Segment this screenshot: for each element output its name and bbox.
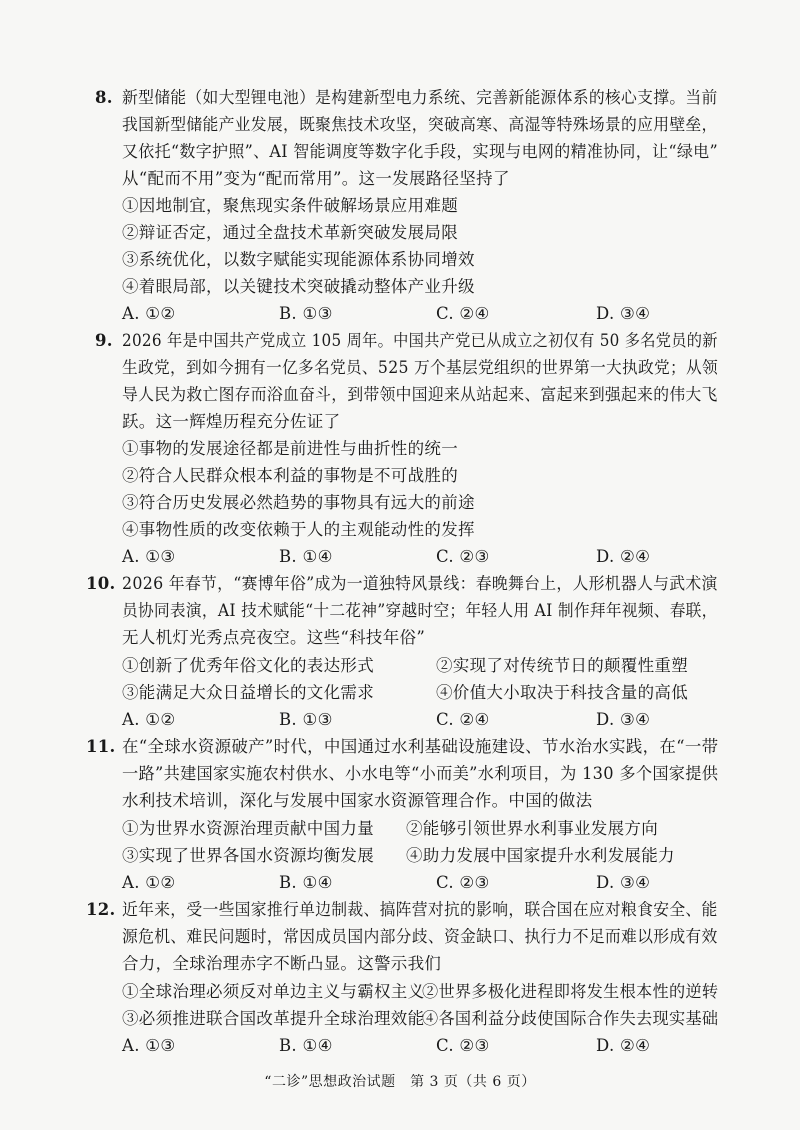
statement-item: ②辩证否定，通过全盘技术革新突破发展局限: [122, 223, 458, 242]
page-footer: “二诊”思想政治试题 第 3 页（共 6 页）: [264, 1074, 536, 1090]
question-stem-line: 在“全球水资源破产”时代，中国通过水利基础设施建设、节水治水实践，在“一带: [122, 737, 719, 756]
question-stem-line: 跃。这一辉煌历程充分佐证了: [122, 412, 341, 431]
choice-c: C. ②④: [436, 710, 490, 729]
question-stem-line: 水利技术培训，深化与发展中国家水资源管理合作。中国的做法: [122, 791, 593, 810]
question-stem-line: 又依托“数字护照”、AI 智能调度等数字化手段，实现与电网的精准协同，让“绿电”: [122, 142, 718, 161]
statement-item: ②实现了对传统节日的颠覆性重塑: [436, 656, 688, 675]
statement-item: ②能够引领世界水利事业发展方向: [406, 819, 658, 838]
choice-c: C. ②④: [436, 304, 490, 323]
question-number: 10.: [86, 574, 116, 593]
choice-b: B. ①④: [279, 1036, 333, 1055]
question-stem-line: 一路”共建国家实施农村供水、小水电等“小而美”水利项目，为 130 多个国家提供: [122, 764, 719, 783]
choice-a: A. ①③: [122, 547, 176, 566]
question-number: 9.: [95, 331, 113, 350]
question-number: 12.: [86, 900, 116, 919]
statement-item: ②符合人民群众根本利益的事物是不可战胜的: [122, 466, 458, 485]
question-stem-line: 生政党，到如今拥有一亿多名党员、525 万个基层党组织的世界第一大执政党；从领: [122, 358, 718, 377]
choice-c: C. ②③: [436, 873, 490, 892]
choice-b: B. ①③: [279, 304, 333, 323]
choice-c: C. ②③: [436, 1036, 490, 1055]
choice-d: D. ③④: [596, 304, 651, 323]
question-stem-line: 导人民为救亡图存而浴血奋斗，到带领中国迎来从站起来、富起来到强起来的伟大飞: [122, 385, 718, 404]
statement-item: ③符合历史发展必然趋势的事物具有远大的前途: [122, 493, 475, 512]
question-stem-line: 源危机、难民问题时，常因成员国内部分歧、资金缺口、执行力不足而难以形成有效: [122, 927, 718, 946]
statement-item: ③实现了世界各国水资源均衡发展: [122, 846, 374, 865]
statement-item: ①为世界水资源治理贡献中国力量: [122, 819, 374, 838]
choice-d: D. ②④: [596, 547, 651, 566]
statement-item: ①事物的发展途径都是前进性与曲折性的统一: [122, 439, 458, 458]
question-stem-line: 从“配而不用”变为“配而常用”。这一发展路径坚持了: [122, 169, 510, 188]
question-number: 11.: [86, 737, 116, 756]
choice-b: B. ①③: [279, 710, 333, 729]
statement-item: ①创新了优秀年俗文化的表达形式: [122, 656, 374, 675]
statement-item: ④助力发展中国家提升水利发展能力: [406, 846, 675, 865]
statement-item: ③系统优化，以数字赋能实现能源体系协同增效: [122, 250, 475, 269]
choice-a: A. ①③: [122, 1036, 176, 1055]
choice-a: A. ①②: [122, 710, 176, 729]
statement-item: ④着眼局部，以关键技术突破撬动整体产业升级: [122, 277, 475, 296]
statement-item: ③必须推进联合国改革提升全球治理效能: [122, 1009, 425, 1028]
statement-item: ③能满足大众日益增长的文化需求: [122, 683, 374, 702]
question-stem-line: 2026 年春节，“赛博年俗”成为一道独特风景线：春晚舞台上，人形机器人与武术演: [122, 574, 718, 593]
statement-item: ④事物性质的改变依赖于人的主观能动性的发挥: [122, 520, 475, 539]
question-stem-line: 2026 年是中国共产党成立 105 周年。中国共产党已从成立之初仅有 50 多名党员的新: [122, 331, 718, 350]
choice-d: D. ②④: [596, 1036, 651, 1055]
choice-b: B. ①④: [279, 873, 333, 892]
question-stem-line: 合力，全球治理赤字不断凸显。这警示我们: [122, 954, 442, 973]
question-stem-line: 无人机灯光秀点亮夜空。这些“科技年俗”: [122, 628, 426, 647]
question-stem-line: 员协同表演，AI 技术赋能“十二花神”穿越时空；年轻人用 AI 制作拜年视频、春联，: [122, 601, 718, 620]
statement-item: ②世界多极化进程即将发生根本性的逆转: [422, 982, 719, 1001]
question-number: 8.: [95, 88, 113, 107]
question-stem-line: 新型储能（如大型锂电池）是构建新型电力系统、完善新能源体系的核心支撑。当前: [122, 88, 718, 107]
choice-a: A. ①②: [122, 304, 176, 323]
choice-c: C. ②③: [436, 547, 490, 566]
choice-a: A. ①②: [122, 873, 176, 892]
question-stem-line: 近年来，受一些国家推行单边制裁、搞阵营对抗的影响，联合国在应对粮食安全、能: [122, 900, 718, 919]
choice-d: D. ③④: [596, 873, 651, 892]
choice-b: B. ①④: [279, 547, 333, 566]
statement-item: ④价值大小取决于科技含量的高低: [436, 683, 688, 702]
statement-item: ④各国利益分歧使国际合作失去现实基础: [422, 1009, 719, 1028]
statement-item: ①全球治理必须反对单边主义与霸权主义: [122, 982, 425, 1001]
choice-d: D. ③④: [596, 710, 651, 729]
question-stem-line: 我国新型储能产业发展，既聚焦技术攻坚，突破高寒、高湿等特殊场景的应用壁垒，: [122, 115, 718, 134]
statement-item: ①因地制宜，聚焦现实条件破解场景应用难题: [122, 196, 458, 215]
